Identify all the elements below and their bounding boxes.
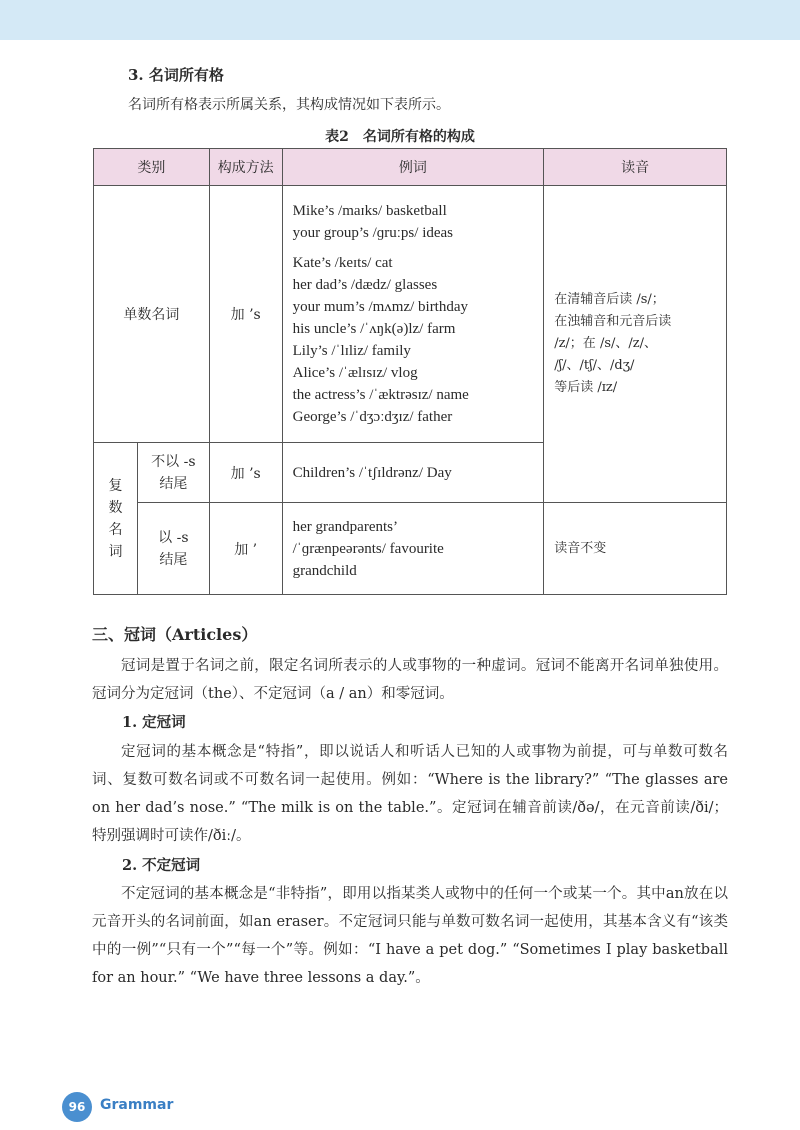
articles-heading: 三、冠词（Articles） — [92, 625, 258, 644]
example-line: Kate’s /keɪts/ cat — [292, 255, 393, 271]
cell-singular-pronunciation — [544, 186, 727, 503]
example-line: her grandparents’ — [292, 518, 398, 535]
cell-plural-label — [94, 443, 138, 595]
example-line: Alice’s /ˈælɪsɪz/ vlog — [292, 365, 418, 381]
pron-line: /ʃ/、/tʃ/、/dʒ/ — [554, 358, 635, 373]
header-method: 构成方法 — [209, 149, 282, 186]
cell-plural-s-pronunciation: 读音不变 — [544, 503, 727, 595]
indefinite-article-heading: 2. 不定冠词 — [122, 857, 201, 874]
sub-line: 结尾 — [159, 475, 188, 492]
example-line: George’s /ˈdʒɔːdʒɪz/ father — [292, 409, 453, 425]
cell-singular-method: 加 ’s — [209, 186, 282, 443]
cell-plural-s-sub — [137, 503, 209, 595]
cell-plural-s-examples — [282, 503, 544, 595]
cell-plural-no-s-example: Children’s /ˈtʃɪldrənz/ Day — [282, 443, 544, 503]
indefinite-article-paragraph: 不定冠词的基本概念是“非特指”，即用以指某类人或物中的任何一个或某一个。其中an放在以元音开头的名词前面，如an eraser。不定冠词只能与单数可数名词一起使用，其基本含义有“该类中的一例”“只有一个”“每一个”等。例如：“I have a pet dog.” “Sometimes I play basketball for an hour.” “We have three lessons a day.”。 — [92, 886, 728, 986]
section-intro: 名词所有格表示所属关系，其构成情况如下表所示。 — [128, 97, 450, 113]
header-pronunciation: 读音 — [544, 149, 727, 186]
definite-article-paragraph: 定冠词的基本概念是“特指”，即以说话人和听话人已知的人或事物为前提，可与单数可数名词、复数可数名词或不可数名词一起使用。例如：“Where is the library?” “The glasses are on her dad’s nose.” “The milk is on the table.”。定冠词在辅音前读/ðə/，在元音前读/ði/；特别强调时可读作/ðiː/。 — [92, 744, 728, 844]
page-number-badge: 96 — [62, 1092, 92, 1122]
sub-line: 以 -s — [158, 529, 189, 546]
sub-line: 结尾 — [159, 551, 188, 568]
cell-plural-no-s-method: 加 ’s — [209, 443, 282, 503]
table-row — [94, 186, 727, 443]
sub-line: 不以 -s — [151, 453, 196, 470]
pron-line: 等后读 /ɪz/ — [554, 380, 618, 395]
example-line: grandchild — [292, 562, 357, 579]
example-line: his uncle’s /ˈʌŋk(ə)lz/ farm — [292, 321, 456, 337]
header-examples: 例词 — [282, 149, 544, 186]
definite-article-heading: 1. 定冠词 — [122, 714, 186, 731]
example-line: your mum’s /mʌmz/ birthday — [292, 299, 469, 315]
table-caption: 表2 名词所有格的构成 — [325, 129, 475, 145]
cell-singular-category: 单数名词 — [94, 186, 210, 443]
section-heading-possessive: 3. 名词所有格 — [128, 66, 224, 84]
table-row — [94, 503, 727, 595]
plural-label-char: 名 — [108, 521, 123, 538]
cell-plural-s-method: 加 ’ — [209, 503, 282, 595]
example-line: her dad’s /dædz/ glasses — [292, 277, 438, 293]
example-line: Lily’s /ˈlɪliz/ family — [292, 343, 411, 359]
cell-plural-no-s-sub — [137, 443, 209, 503]
pron-line: 在浊辅音和元音后读 — [554, 314, 672, 329]
example-line: the actress’s /ˈæktrəsɪz/ name — [292, 387, 469, 403]
table-header-row — [94, 149, 727, 186]
possessive-table — [93, 148, 727, 595]
header-category: 类别 — [94, 149, 210, 186]
pron-line: 在清辅音后读 /s/； — [554, 292, 665, 307]
cell-singular-examples — [282, 186, 544, 443]
example-line: /ˈɡrænpeərənts/ favourite — [292, 540, 444, 557]
example-line: your group’s /ɡruːps/ ideas — [292, 225, 454, 241]
plural-label-char: 数 — [108, 499, 123, 516]
pron-line: /z/；在 /s/、/z/、 — [554, 336, 657, 351]
example-line: Mike’s /maɪks/ basketball — [292, 203, 447, 219]
articles-paragraph-1: 冠词是置于名词之前，限定名词所表示的人或事物的一种虚词。冠词不能离开名词单独使用。冠词分为定冠词（the）、不定冠词（a / an）和零冠词。 — [92, 658, 728, 702]
plural-label-char: 词 — [108, 543, 123, 560]
plural-label-char: 复 — [108, 477, 123, 494]
footer-label: Grammar — [100, 1097, 174, 1113]
